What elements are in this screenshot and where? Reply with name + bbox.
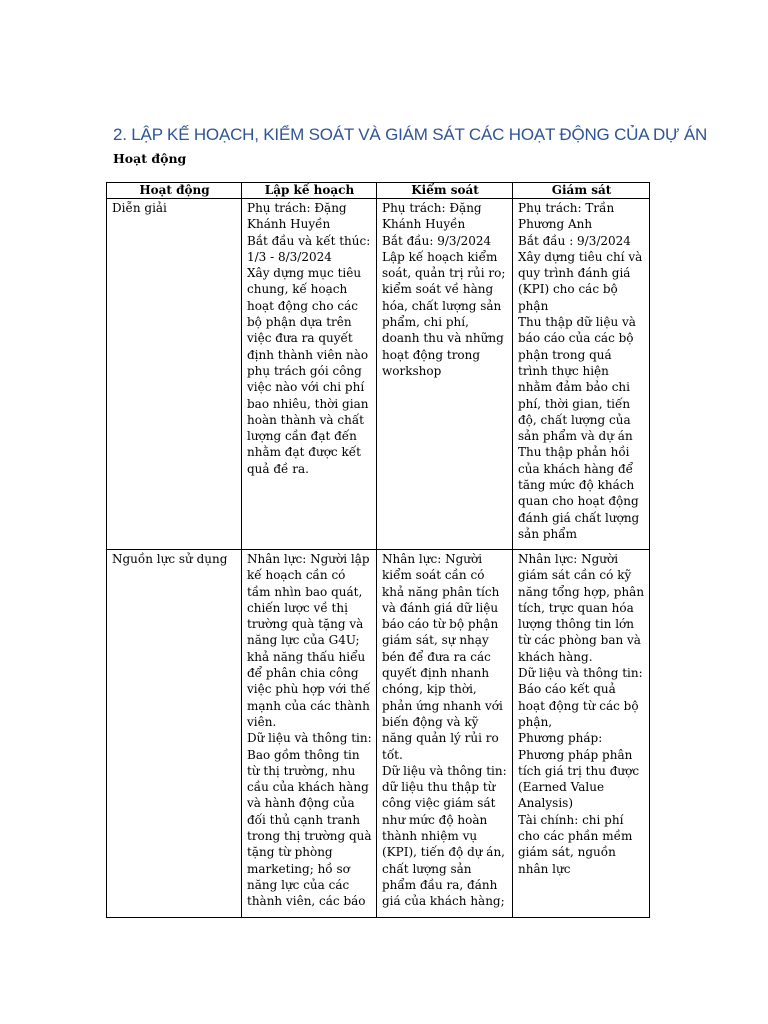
planning-cell [242,199,377,550]
control-cell [377,550,513,918]
activities-table [106,182,650,918]
row-label: Diễn giải [107,199,242,550]
control-cell [377,199,513,550]
cell-paragraph: Dữ liệu và thông tin: Bao gồm thông tin từ thị trường, nhu cầu của khách hàng và hành động của đối thủ cạnh tranh trong thị trường quà tặng từ phòng marketing; hồ sơ năng lực của các thành viên, các báo [247,731,372,909]
cell-paragraph: Xây dựng tiêu chí và quy trình đánh giá (KPI) cho các bộ phận [518,249,643,313]
table-row [107,550,650,918]
cell-paragraph: Nhân lực: Người lập kế hoạch cần có tầm nhìn bao quát, chiến lược về thị trường quà tặng và năng lực của G4U; khả năng thấu hiểu để phân chia công việc phù hợp với thế mạnh của các thành viên. [247,552,371,729]
cell-paragraph: Dữ liệu và thông tin: Báo cáo kết quả hoạt động từ các bộ phận, [518,666,643,729]
table-row [107,199,650,550]
cell-paragraph: Phụ trách: Trần Phương Anh [518,201,615,232]
cell-paragraph: Bắt đầu và kết thúc: 1/3 - 8/3/2024 [247,233,371,264]
cell-paragraph: Thu thập phản hồi của khách hàng để tăng mức độ khách quan cho hoạt động đánh giá chất lượng sản phẩm [518,445,640,541]
cell-paragraph: Nhân lực: Người kiểm soát cần có khả năng phân tích và đánh giá dữ liệu báo cáo từ bộ phận giám sát, sự nhạy bén để đưa ra các quyết định nhanh chóng, kịp thời, phản ứng nhanh với biến động và kỹ năng quản lý rủi ro tốt. [382,552,503,762]
cell-paragraph: Nhân lực: Người giám sát cần có kỹ năng tổng hợp, phân tích, trực quan hóa lượng thông tin lớn từ các phòng ban và khách hàng. [518,552,645,664]
cell-paragraph: Phụ trách: Đặng Khánh Huyền [382,201,482,232]
monitoring-cell [513,550,650,918]
cell-paragraph: Xây dựng mục tiêu chung, kế hoạch hoạt động cho các bộ phận dựa trên việc đưa ra quyết định thành viên nào phụ trách gói công việc nào với chi phí bao nhiêu, thời gian hoàn thành và chất lượng cần đạt đến nhằm đạt được kết quả đề ra. [247,266,369,476]
cell-paragraph: Tài chính: chi phí cho các phần mềm giám sát, nguồn nhân lực [518,812,633,876]
cell-paragraph: Phương pháp: Phương pháp phân tích giá trị thu được (Earned Value Analysis) [518,731,640,811]
section-heading: 2. LẬP KẾ HOẠCH, KIỂM SOÁT VÀ GIÁM SÁT CÁC HOẠT ĐỘNG CỦA DỰ ÁN [113,125,708,144]
header-activity: Hoạt động [107,183,242,199]
cell-paragraph: Thu thập dữ liệu và báo cáo của các bộ phận trong quá trình thực hiện nhằm đảm bảo chi phí, thời gian, tiến độ, chất lượng của sản phẩm và dự án [518,315,636,444]
cell-paragraph: Lập kế hoạch kiểm soát, quản trị rủi ro; kiểm soát về hàng hóa, chất lượng sản phẩm, chi phí, doanh thu và những hoạt động trong workshop [382,249,506,378]
planning-cell [242,550,377,918]
header-monitoring: Giám sát [513,183,650,199]
cell-paragraph: Dữ liệu và thông tin: dữ liệu thu thập từ công việc giám sát như mức độ hoàn thành nhiệm vụ (KPI), tiến độ dự án, chất lượng sản phẩm đầu ra, đánh giá của khách hàng; [382,763,507,909]
section-subheading: Hoạt động [113,151,187,166]
cell-paragraph: Bắt đầu: 9/3/2024 [382,233,492,248]
header-control: Kiểm soát [377,183,513,199]
cell-paragraph: Bắt đầu : 9/3/2024 [518,233,631,248]
table-header-row [107,183,650,199]
row-label: Nguồn lực sử dụng [107,550,242,918]
header-planning: Lập kế hoạch [242,183,377,199]
cell-paragraph: Phụ trách: Đặng Khánh Huyền [247,201,347,232]
monitoring-cell [513,199,650,550]
